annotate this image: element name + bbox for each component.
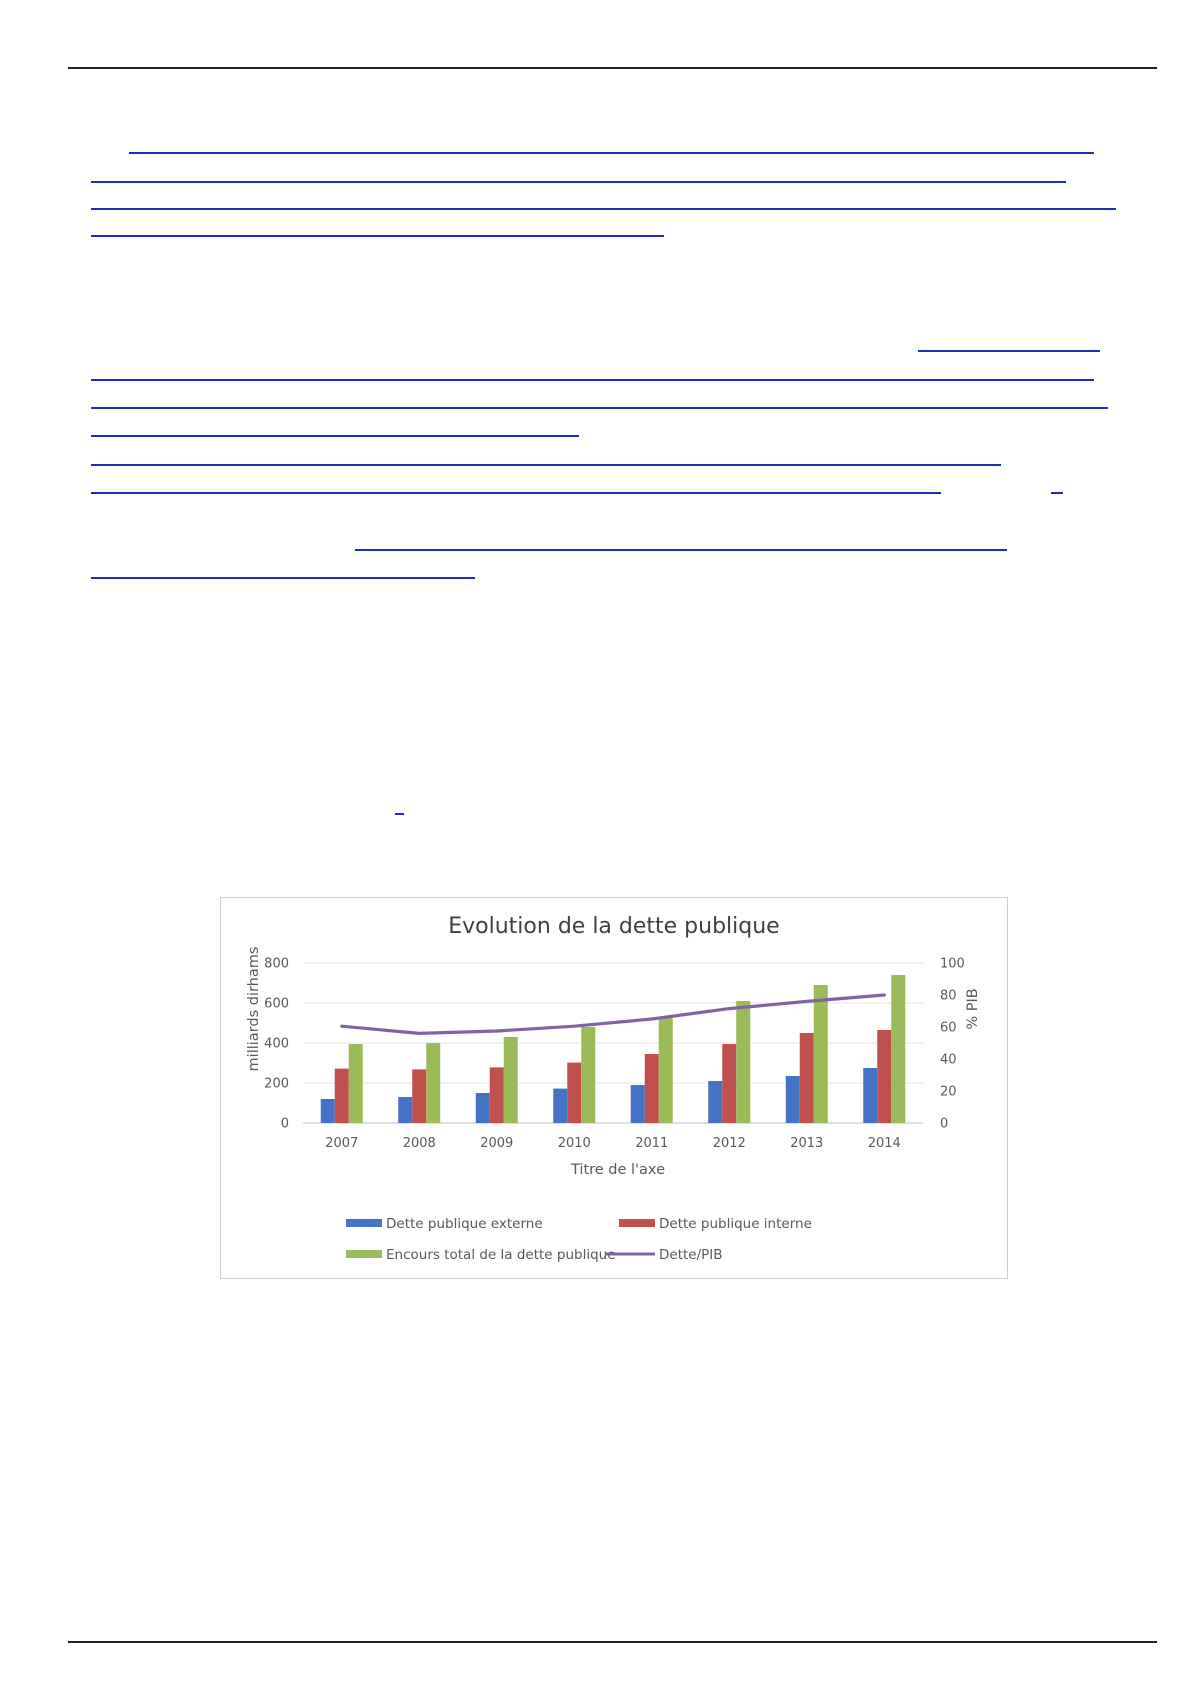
link-underline[interactable] xyxy=(355,549,1007,551)
bar xyxy=(631,1085,645,1123)
bar xyxy=(490,1067,504,1123)
link-underline[interactable] xyxy=(91,407,1108,409)
y2-tick-label: 40 xyxy=(940,1052,957,1068)
legend-label: Dette publique externe xyxy=(386,1216,543,1232)
bar xyxy=(412,1069,426,1123)
x-tick-label: 2010 xyxy=(557,1136,591,1151)
chart-title: Evolution de la dette publique xyxy=(448,914,780,939)
bar xyxy=(476,1093,490,1123)
chart-svg xyxy=(221,898,1007,1278)
x-tick-label: 2007 xyxy=(325,1136,359,1151)
link-underline[interactable] xyxy=(918,350,1100,352)
x-tick-label: 2013 xyxy=(790,1136,824,1151)
x-axis-title: Titre de l'axe xyxy=(571,1162,665,1178)
legend-swatch xyxy=(346,1219,382,1227)
link-underline[interactable] xyxy=(91,181,1066,183)
bar xyxy=(722,1044,736,1123)
bar xyxy=(335,1069,349,1123)
series-line xyxy=(342,995,885,1033)
y2-tick-label: 20 xyxy=(940,1084,957,1100)
legend-label: Dette/PIB xyxy=(659,1247,723,1263)
legend-label: Encours total de la dette publique xyxy=(386,1247,616,1263)
y-tick-label: 0 xyxy=(280,1116,289,1132)
x-tick-label: 2009 xyxy=(480,1136,514,1151)
y2-axis-title: % PIB xyxy=(965,988,981,1030)
bar xyxy=(877,1030,891,1123)
x-tick-label: 2008 xyxy=(402,1136,436,1151)
x-tick-label: 2011 xyxy=(635,1136,669,1151)
header-rule xyxy=(68,67,1157,69)
bar xyxy=(398,1097,412,1123)
link-underline[interactable] xyxy=(1051,492,1063,494)
link-underline[interactable] xyxy=(129,152,1094,154)
bar xyxy=(567,1063,581,1123)
bar xyxy=(814,985,828,1123)
bar xyxy=(800,1033,814,1123)
footnote-link[interactable] xyxy=(395,813,404,815)
link-underline[interactable] xyxy=(91,464,1001,466)
bar xyxy=(786,1076,800,1123)
y-tick-label: 400 xyxy=(264,1036,289,1052)
bar xyxy=(349,1044,363,1123)
link-underline[interactable] xyxy=(91,379,1094,381)
link-underline[interactable] xyxy=(91,235,664,237)
bar xyxy=(321,1099,335,1123)
legend-label: Dette publique interne xyxy=(659,1216,812,1232)
link-underline[interactable] xyxy=(91,492,941,494)
link-underline[interactable] xyxy=(91,435,579,437)
link-underline[interactable] xyxy=(91,577,475,579)
bar xyxy=(708,1081,722,1123)
chart-container xyxy=(220,897,1008,1279)
bar xyxy=(581,1027,595,1123)
bar xyxy=(659,1017,673,1123)
link-underline[interactable] xyxy=(91,208,1116,210)
x-tick-label: 2014 xyxy=(867,1136,901,1151)
y-tick-label: 800 xyxy=(264,956,289,972)
footer-rule xyxy=(68,1641,1157,1643)
legend-swatch xyxy=(619,1219,655,1227)
bar xyxy=(891,975,905,1123)
y2-tick-label: 0 xyxy=(940,1116,949,1132)
y2-tick-label: 100 xyxy=(940,956,965,972)
bar xyxy=(645,1054,659,1123)
bar xyxy=(426,1043,440,1123)
legend-swatch xyxy=(346,1250,382,1258)
y2-tick-label: 60 xyxy=(940,1020,957,1036)
bar xyxy=(863,1068,877,1123)
x-tick-label: 2012 xyxy=(712,1136,746,1151)
bar xyxy=(736,1001,750,1123)
y2-tick-label: 80 xyxy=(940,988,957,1004)
bar xyxy=(553,1089,567,1123)
y-tick-label: 600 xyxy=(264,996,289,1012)
y-tick-label: 200 xyxy=(264,1076,289,1092)
y-axis-title: milliards dirhams xyxy=(246,946,262,1072)
bar xyxy=(504,1037,518,1123)
